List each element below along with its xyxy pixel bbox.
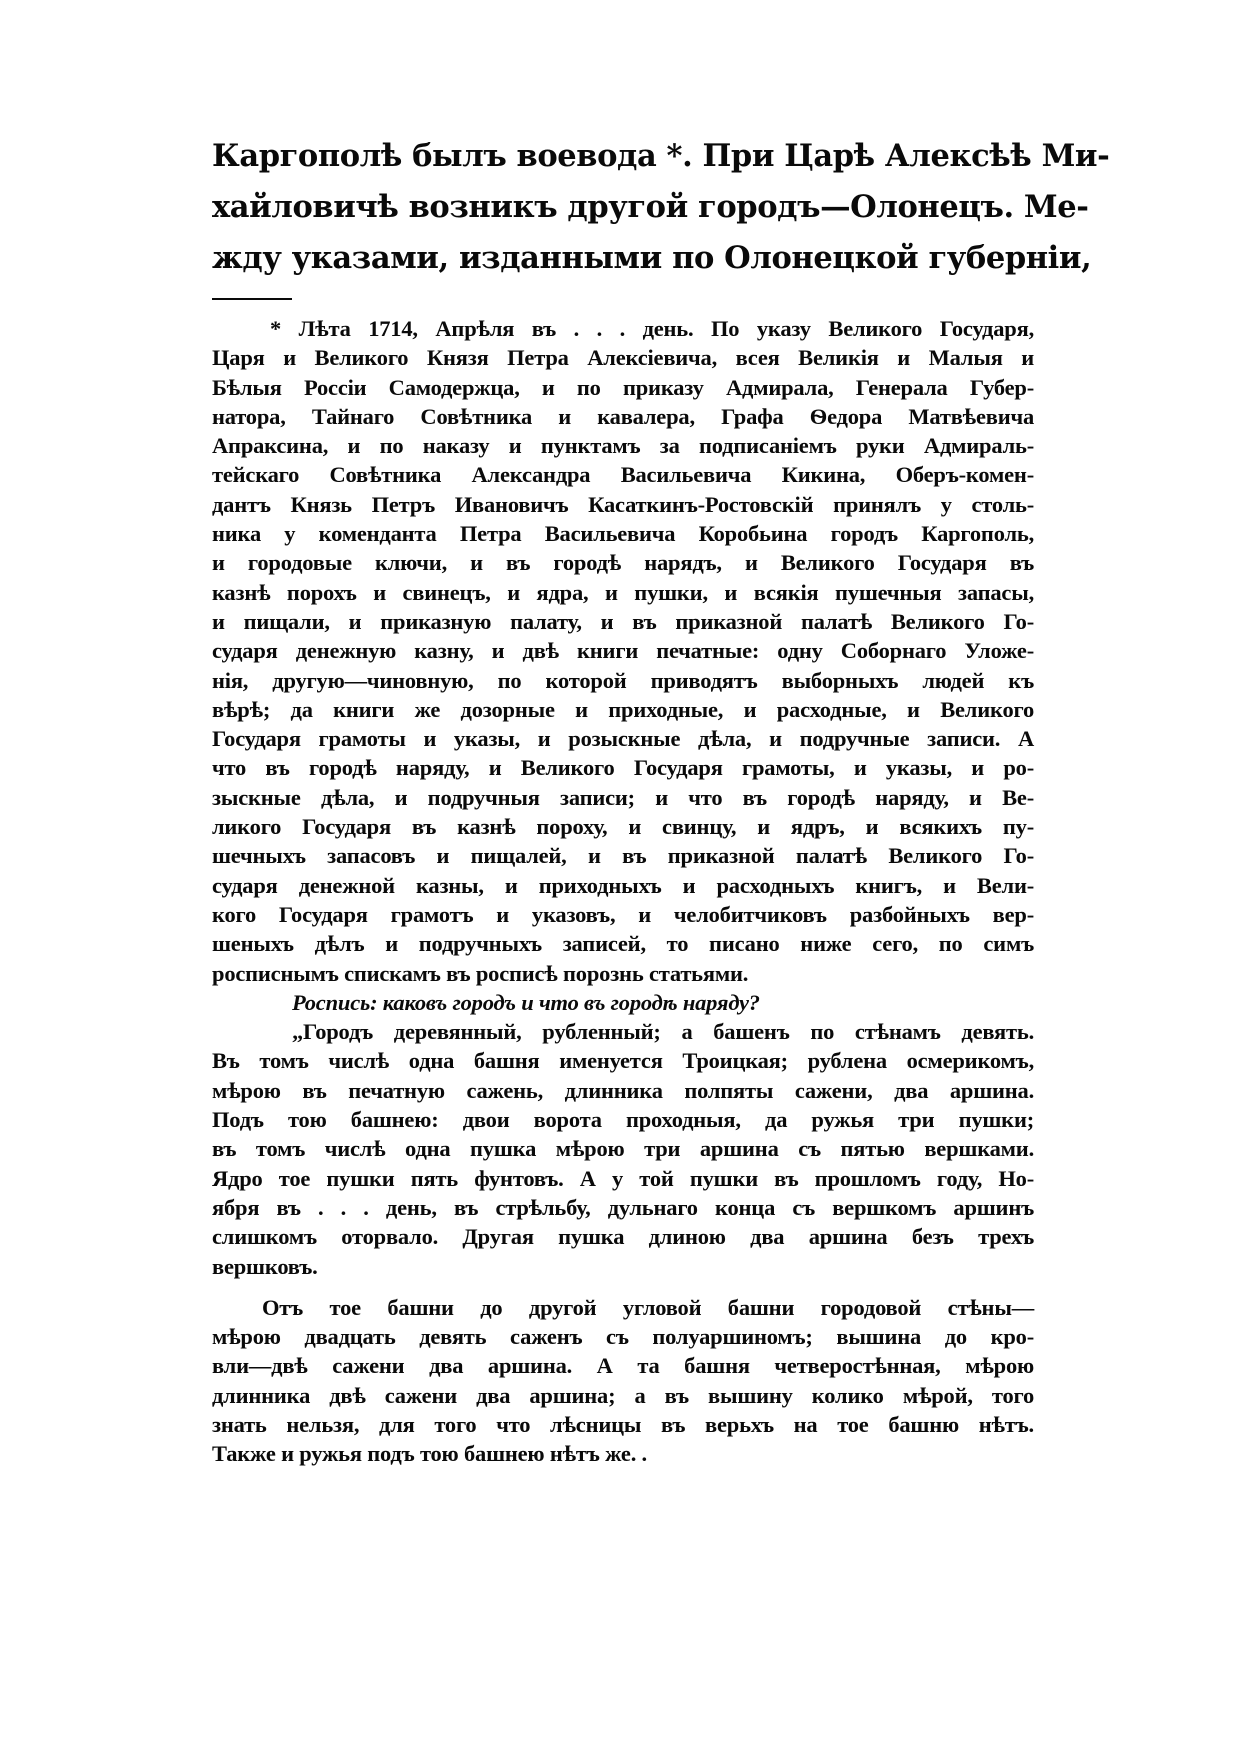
footnote-line: Въ томъ числѣ одна башня именуется Троицкая; рублена осмерикомъ, — [212, 1048, 1034, 1074]
footnote-divider — [212, 298, 292, 300]
footnote-line: вѣрѣ; да книги же дозорные и приходные, и расходные, и Великого — [212, 696, 1034, 722]
footnote-line: слишкомъ оторвало. Другая пушка длиною два аршина безъ трехъ — [212, 1224, 1034, 1250]
main-text-line: хайловичѣ возникъ другой городъ—Олонецъ. Ме- — [212, 189, 1089, 225]
footnote-line: Государя грамоты и указы, и розыскные дѣла, и подручные записи. А — [212, 726, 1034, 752]
footnote-block — [212, 314, 1034, 1469]
footnote-line: вершковъ. — [212, 1253, 318, 1279]
footnote-line: натора, Тайнаго Совѣтника и кавалера, Графа Ѳедора Матвѣевича — [212, 403, 1034, 429]
footnote-line: вли—двѣ сажени два аршина. А та башня четверостѣнная, мѣрою — [212, 1353, 1034, 1379]
footnote-line: зыскные дѣла, и подручныя записи; и что въ городѣ наряду, и Ве- — [212, 784, 1034, 810]
footnote-line: нія, другую—чиновную, по которой приводятъ выборныхъ людей къ — [212, 667, 1034, 693]
footnote-line: дантъ Князь Петръ Ивановичъ Касаткинъ-Ростовскій принялъ у столь- — [212, 491, 1034, 517]
footnote-line: тейскаго Совѣтника Александра Васильевича Кикина, Оберъ-комен- — [212, 462, 1034, 488]
footnote-line: ликого Государя въ казнѣ пороху, и свинцу, и ядръ, и всякихъ пу- — [212, 814, 1034, 840]
footnote-line: мѣрою въ печатную сажень, длинника полпяты сажени, два аршина. — [212, 1077, 1034, 1103]
main-text-block — [212, 131, 1110, 284]
footnote-line: что въ городѣ наряду, и Великого Государя грамоты, и указы, и ро- — [212, 755, 1034, 781]
footnote-line: Отъ тое башни до другой угловой башни городовой стѣны— — [262, 1294, 1034, 1320]
footnote-line: Апраксина, и по наказу и пунктамъ за подписаніемъ руки Адмираль- — [212, 433, 1034, 459]
footnote-line: * Лѣта 1714, Апрѣля въ . . . день. По указу Великого Государя, — [270, 316, 1034, 341]
main-text-line: Каргополѣ былъ воевода *. При Царѣ Алексѣѣ Ми- — [212, 138, 1110, 174]
footnote-line: знать нельзя, для того что лѣсницы въ верьхъ на тое башню нѣтъ. — [212, 1411, 1034, 1437]
footnote-line: Царя и Великого Князя Петра Алексіевича, всея Великія и Малыя и — [212, 345, 1034, 371]
footnote-subheading: Роспись: каковъ городъ и что въ городѣ наряду? — [292, 989, 760, 1015]
footnote-line: и городовые ключи, и въ городѣ нарядъ, и Великого Государя въ — [212, 550, 1034, 576]
footnote-line: Бѣлыя Россіи Самодержца, и по приказу Адмирала, Генерала Губер- — [212, 374, 1034, 400]
footnote-line: сударя денежную казну, и двѣ книги печатные: одну Соборнаго Уложе- — [212, 638, 1034, 664]
footnote-line: длинника двѣ сажени два аршина; а въ вышину колико мѣрой, того — [212, 1382, 1034, 1408]
footnote-line: „Городъ деревянный, рубленный; а башенъ по стѣнамъ девять. — [292, 1019, 1034, 1045]
footnote-line: казнѣ порохъ и свинецъ, и ядра, и пушки, и всякія пушечныя запасы, — [212, 579, 1034, 605]
footnote-line: шечныхъ запасовъ и пищалей, и въ приказной палатѣ Великого Го- — [212, 843, 1034, 869]
footnote-line: и пищали, и приказную палату, и въ приказной палатѣ Великого Го- — [212, 608, 1034, 634]
footnote-line: сударя денежной казны, и приходныхъ и расходныхъ книгъ, и Вели- — [212, 872, 1034, 898]
footnote-line: ника у коменданта Петра Васильевича Коробьина городъ Каргополь, — [212, 521, 1034, 547]
footnote-line: ября въ . . . день, въ стрѣльбу, дульнаго конца съ вершкомъ аршинъ — [212, 1194, 1034, 1220]
footnote-line: Подъ тою башнею: двои ворота проходныя, да ружья три пушки; — [212, 1107, 1034, 1133]
footnote-line: кого Государя грамотъ и указовъ, и челобитчиковъ разбойныхъ вер- — [212, 901, 1034, 927]
footnote-line: росписнымъ спискамъ въ росписѣ порознь статьями. — [212, 960, 749, 986]
main-text-line: жду указами, изданными по Олонецкой губерніи, — [212, 240, 1092, 276]
footnote-line: Также и ружья подъ тою башнею нѣтъ же. . — [212, 1441, 647, 1467]
footnote-line: мѣрою двадцать девять саженъ съ полуаршиномъ; вышина до кро- — [212, 1324, 1034, 1350]
footnote-line: шеныхъ дѣлъ и подручныхъ записей, то писано ниже сего, по симъ — [212, 931, 1034, 957]
footnote-line: въ томъ числѣ одна пушка мѣрою три аршина съ пятью вершками. — [212, 1136, 1034, 1162]
footnote-line: Ядро тое пушки пять фунтовъ. А у той пушки въ прошломъ году, Но- — [212, 1165, 1034, 1191]
